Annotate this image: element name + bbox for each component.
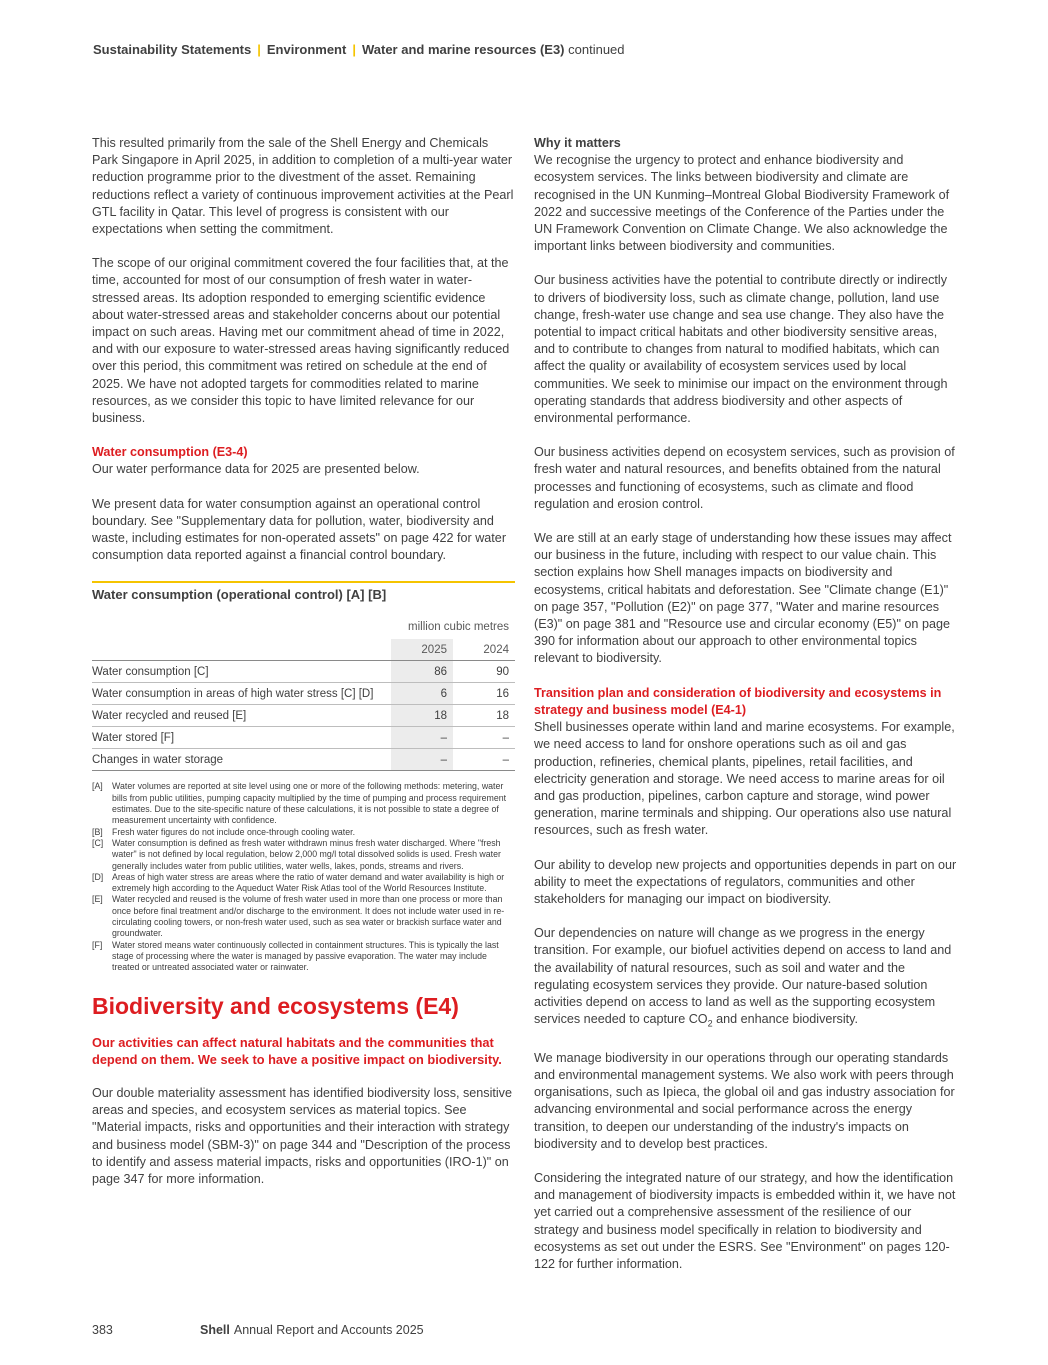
- right-column: [534, 135, 959, 1290]
- row-label: Water consumption [C]: [92, 661, 391, 683]
- table-header-year: 2024: [453, 639, 515, 661]
- table-row: [92, 705, 515, 727]
- footnote-text: Water volumes are reported at site level using one or more of the following methods: metering, water bills from public utilities, pumping capacity multiplied by the time of pumping and process requirement estimates. Due to the site-specific nature of these calculations, it is not possible to state a degree of measurement uncertainty with confidence.: [112, 781, 507, 826]
- row-label: Water recycled and reused [E]: [92, 705, 391, 727]
- table-unit: million cubic metres: [408, 621, 509, 634]
- water-consumption-table: [92, 615, 515, 771]
- paragraph-text: and enhance biodiversity.: [712, 1012, 859, 1027]
- footnote-text: Water stored means water continuously collected in containment structures. This is typically the last stage of processing where the water is managed by passive evaporation. The water may include treated or untreated associated water or rainwater.: [112, 939, 499, 973]
- cell-2024: –: [453, 749, 515, 771]
- paragraph: The scope of our original commitment covered the four facilities that, at the time, accounted for most of our consumption of fresh water in water-stressed areas. Its adoption responded to emerging scientific evidence about water-stressed areas and stakeholder concerns about our potential impact on such areas. Having met our commitment ahead of time in 2022, and with our exposure to water-stressed areas having significantly reduced over this period, this commitment was retired on schedule at the end of 2025. We have not adopted targets for commodities related to marine resources, as we consider this topic to have limited relevance for our business.: [92, 256, 510, 426]
- paragraph: [534, 925, 959, 1033]
- footnote-tag: [C]: [92, 837, 104, 848]
- footnote-text: Fresh water figures do not include once-through cooling water.: [112, 826, 356, 837]
- paragraph: We are still at an early stage of understanding how these issues may affect our business in the future, including with respect to our value chain. This section explains how Shell manages impacts on biodiversity and ecosystems, critical habitats and deforestation. See "Climate change (E1)" on page 357, "Pollution (E2)" on page 377, "Water and marine resources (E3)" on page 381 and "Resource use and circular economy (E5)" on page 390 for information about our approach to other environmental topics relevant to biodiversity.: [534, 531, 952, 666]
- section-heading-why-it-matters: Why it matters: [534, 136, 621, 150]
- breadcrumb-section: Sustainability Statements: [93, 42, 252, 57]
- footnote: [92, 827, 515, 838]
- breadcrumb: [93, 42, 625, 57]
- table-title: Water consumption (operational control) [A] [B]: [92, 581, 515, 609]
- breadcrumb-separator: |: [352, 42, 356, 57]
- row-label: Changes in water storage: [92, 749, 391, 771]
- table-footnotes: [92, 781, 515, 973]
- section-lead: Our activities can affect natural habitats and the communities that depend on them. We seek to have a positive impact on biodiversity.: [92, 1034, 502, 1067]
- footnote: [92, 838, 515, 872]
- page-number: 383: [92, 1323, 113, 1337]
- section-title-biodiversity: Biodiversity and ecosystems (E4): [92, 992, 459, 1019]
- cell-2025: –: [391, 727, 453, 749]
- cell-2024: 16: [453, 683, 515, 705]
- table-row: [92, 683, 515, 705]
- breadcrumb-subtopic: Water and marine resources (E3): [361, 42, 565, 57]
- paragraph: Shell businesses operate within land and marine ecosystems. For example, we need access to land for onshore operations such as oil and gas production, refineries, chemical plants, pipelines, retail facilities, and electricity generation and storage. We need access to marine areas for oil and gas production, pipelines, carbon capture and storage, wind power generation, marine terminals and shipping. Our operations also use natural resources, such as fresh water.: [534, 720, 955, 838]
- footnote-text: Water recycled and reused is the volume of fresh water used in more than one process or more than once before final treatment and/or discharge to the environment. It does not include water used in re-circulating cooling towers, or non-fresh water used, such as sea water or brackish surface water and groundwater.: [112, 894, 505, 939]
- paragraph-text: Our dependencies on nature will change as we progress in the energy transition. For example, our biofuel activities depend on access to land and the availability of natural resources, such as soil and water and the regulating ecosystem services they provide. Our nature-based solution activities depend on access to land as well as the supporting ecosystem services needed to capture CO: [534, 926, 952, 1027]
- paragraph: We recognise the urgency to protect and enhance biodiversity and ecosystem services. The links between biodiversity and climate are recognised in the UN Kunming–Montreal Global Biodiversity Framework of 2022 and successive meetings of the Conference of the Parties under the UN Framework Convention on Climate Change. We also acknowledge the important links between biodiversity and communities.: [534, 153, 950, 254]
- footnote-tag: [B]: [92, 826, 103, 837]
- footnote-text: Areas of high water stress are areas where the ratio of water demand and water availability is high or extremely high according to the Aqueduct Water Risk Atlas tool of the World Resources Institute.: [112, 871, 505, 894]
- footnote-tag: [D]: [92, 871, 104, 882]
- paragraph: Considering the integrated nature of our strategy, and how the identification and management of biodiversity impacts is embedded within it, we have not yet carried out a comprehensive assessment of the resilience of our strategy and business model specifically in relation to biodiversity and ecosystems as set out under the ESRS. See "Environment" on pages 120-122 for further information.: [534, 1171, 956, 1272]
- table-row: [92, 661, 515, 683]
- breadcrumb-topic: Environment: [266, 42, 347, 57]
- table-row: [92, 727, 515, 749]
- footnote: [92, 894, 515, 939]
- paragraph: Our business activities have the potential to contribute directly or indirectly to drivers of biodiversity loss, such as climate change, pollution, land use change, fresh-water use change and sea use change. They also have the potential to impact critical habitats and other biodiversity sensitive areas, and to contribute to changes from natural to modified habitats, which can affect the quality or availability of ecosystem services used by local communities. We seek to minimise our impact on the environment through operating standards that address biodiversity and other aspects of environmental performance.: [534, 273, 948, 426]
- cell-2025: 86: [391, 661, 453, 683]
- footnote: [92, 940, 515, 974]
- paragraph: Our business activities depend on ecosystem services, such as provision of fresh water and natural resources, and benefits obtained from the natural processes and functioning of ecosystems, such as climate and flood regulation and erosion control.: [534, 445, 955, 511]
- cell-2024: 90: [453, 661, 515, 683]
- table-header-year: 2025: [391, 639, 453, 661]
- section-heading-water-consumption: Water consumption (E3-4): [92, 445, 248, 460]
- subscript: 2: [707, 1018, 713, 1029]
- breadcrumb-separator: |: [257, 42, 261, 57]
- paragraph: Our water performance data for 2025 are presented below.: [92, 462, 420, 477]
- row-label: Water consumption in areas of high water stress [C] [D]: [92, 683, 391, 705]
- paragraph: We present data for water consumption against an operational control boundary. See "Supplementary data for pollution, water, biodiversity and waste, including estimates for non-operated assets" on page 422 for water consumption data reported against a financial control boundary.: [92, 496, 507, 563]
- footnote-tag: [A]: [92, 781, 103, 792]
- breadcrumb-suffix: continued: [568, 42, 625, 57]
- footnote-text: Water consumption is defined as fresh water withdrawn minus fresh water discharged. Where "fresh water" is not defined by local regulation, below 2,000 mg/l total dissolved solids is used. Fresh water generally includes water from public utilities, water wells, lakes, ponds, streams and rivers.: [112, 837, 501, 871]
- section-heading-transition-plan: Transition plan and consideration of biodiversity and ecosystems in strategy and business model (E4-1): [534, 685, 942, 717]
- cell-2025: –: [391, 749, 453, 771]
- footnote: [92, 781, 515, 826]
- paragraph: We manage biodiversity in our operations through our operating standards and environmental management systems. We also work with peers through organisations, such as Ipieca, the global oil and gas industry association for advancing environmental and social performance across the energy transition, to deepen our understanding of the industry's impacts on biodiversity and to develop best practices.: [534, 1050, 955, 1151]
- paragraph: Our double materiality assessment has identified biodiversity loss, sensitive areas and species, and ecosystem services as material topics. See "Material impacts, risks and opportunities and their interaction with strategy and business model (SBM-3)" on page 344 and "Description of the process to identify and assess material impacts, risks and opportunities (IRO-1)" on page 347 for more information.: [92, 1085, 512, 1186]
- row-label: Water stored [F]: [92, 727, 391, 749]
- footnote: [92, 872, 515, 895]
- cell-2024: –: [453, 727, 515, 749]
- paragraph: Our ability to develop new projects and opportunities depends in part on our ability to meet the expectations of regulators, communities and other stakeholders for managing our impact on biodiversity.: [534, 857, 957, 906]
- footer-title: [200, 1323, 424, 1337]
- report-title: Annual Report and Accounts 2025: [233, 1323, 424, 1337]
- paragraph: This resulted primarily from the sale of the Shell Energy and Chemicals Park Singapore in April 2025, in addition to completion of a multi-year water reduction programme prior to the divestment of the asset. Remaining reductions reflect a variety of continuous improvement activities at the Pearl GTL facility in Qatar. This level of progress is consistent with our expectations when setting the commitment.: [92, 136, 514, 237]
- cell-2024: 18: [453, 705, 515, 727]
- footnote-tag: [F]: [92, 939, 103, 950]
- brand-name: Shell: [200, 1323, 230, 1337]
- footnote-tag: [E]: [92, 894, 103, 905]
- cell-2025: 6: [391, 683, 453, 705]
- left-column: [92, 135, 515, 1205]
- cell-2025: 18: [391, 705, 453, 727]
- table-row: [92, 749, 515, 771]
